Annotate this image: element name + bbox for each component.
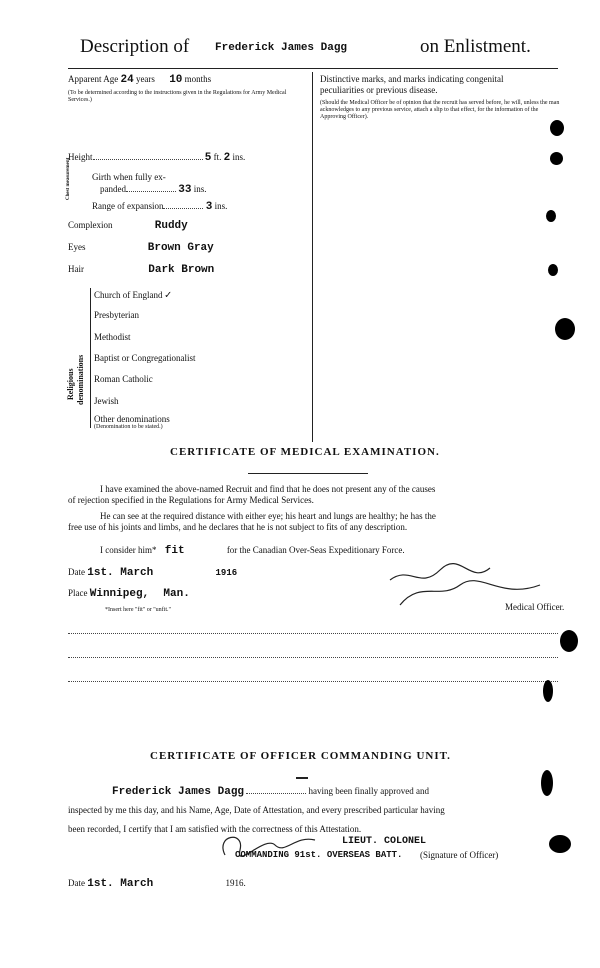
medical-officer-label: Medical Officer.	[505, 602, 565, 612]
ink-blot	[550, 120, 564, 136]
consider-row	[100, 545, 405, 557]
complexion-row	[68, 220, 308, 232]
religion-row	[94, 374, 306, 386]
recruit-name: Frederick James Dagg	[215, 42, 348, 54]
religion-label: Other denominations	[94, 414, 170, 424]
date-label: Date	[68, 878, 85, 888]
ink-blot	[543, 680, 553, 702]
height-label: Height	[68, 152, 93, 162]
religion-mark: ✓	[164, 290, 172, 302]
medical-date-row	[68, 567, 237, 579]
medical-footnote: *Insert here "fit" or "unfit."	[105, 607, 171, 613]
religion-label-1: Religious	[66, 368, 75, 400]
divider	[296, 777, 308, 779]
commanding-date: 1st. March	[87, 878, 154, 890]
commanding-recruit-name: Frederick James Dagg	[112, 786, 245, 798]
religion-label: Jewish	[94, 396, 119, 406]
title-suffix: on Enlistment.	[420, 36, 531, 57]
religion-label: Church of England	[94, 290, 163, 300]
height-in: 2	[223, 152, 231, 164]
consider-suffix: for the Canadian Over-Seas Expeditionary Force.	[226, 545, 405, 555]
commanding-date-row	[68, 878, 246, 890]
hair-label: Hair	[68, 264, 84, 274]
religion-label: Methodist	[94, 332, 131, 342]
medical-para-1b: of rejection specified in the Regulations for Army Medical Services.	[68, 495, 314, 505]
girth-label-2: panded	[100, 184, 126, 194]
religion-row	[94, 288, 306, 302]
religion-label: Presbyterian	[94, 310, 139, 320]
commanding-year: 1916.	[225, 878, 246, 888]
ins-label: ins.	[232, 152, 246, 162]
medical-title: CERTIFICATE OF MEDICAL EXAMINATION.	[170, 446, 440, 458]
chest-label: Chest measurement	[66, 157, 71, 200]
divider	[248, 473, 368, 474]
medical-para-2b: free use of his joints and limbs, and he declares that he is not subject to fits of any description.	[68, 522, 408, 532]
religion-label: Baptist or Congregationalist	[94, 353, 196, 363]
place-row	[68, 588, 190, 600]
ink-blot	[546, 210, 556, 222]
place-label: Place	[68, 588, 88, 598]
ink-blot	[555, 318, 575, 340]
medical-para-1: I have examined the above-named Recruit and find that he does not present any of the causes	[100, 484, 436, 494]
ins-label: ins.	[193, 184, 207, 194]
column-divider	[312, 72, 313, 442]
complexion-value: Ruddy	[154, 220, 188, 232]
eyes-value: Brown Gray	[147, 242, 214, 254]
ft-label: ft.	[213, 152, 222, 162]
years-label: years	[135, 74, 155, 84]
medical-date: 1st. March	[87, 567, 154, 579]
commanding-line-2: inspected by me this day, and his Name, Age, Date of Attestation, and every prescribed particular having	[68, 805, 445, 815]
months-label: months	[184, 74, 212, 84]
age-months: 10	[169, 74, 183, 86]
marks-note: (Should the Medical Officer be of opinion that the recruit has served before, he will, unless the man acknowledges to any previous service, attach a slip to that effect, for the information of the Approving Officer).	[320, 100, 560, 120]
blank-line	[68, 632, 558, 634]
commanding-line-3: been recorded, I certify that I am satisfied with the correctness of this Attestation.	[68, 824, 362, 834]
ink-blot	[550, 152, 563, 165]
religion-row	[94, 332, 306, 344]
religion-row	[94, 396, 306, 408]
girth-label-1: Girth when fully ex-	[92, 172, 166, 182]
line1-suffix: having been finally approved and	[308, 786, 429, 796]
ins-label: ins.	[214, 201, 228, 211]
signature-label: (Signature of Officer)	[420, 850, 499, 860]
commanding-unit: COMMANDING 91st. OVERSEAS BATT.	[235, 850, 403, 860]
ink-blot	[560, 630, 578, 652]
commanding-title: CERTIFICATE OF OFFICER COMMANDING UNIT.	[150, 750, 451, 762]
consider-label: I consider him*	[100, 545, 157, 555]
age-label: Apparent Age	[68, 74, 119, 84]
eyes-label: Eyes	[68, 242, 86, 252]
hair-value: Dark Brown	[148, 264, 215, 276]
religion-label-2: denominations	[76, 354, 85, 405]
religion-label: Roman Catholic	[94, 374, 153, 384]
range-value: 3	[205, 201, 213, 213]
religion-row	[94, 310, 306, 322]
marks-label-1: Distinctive marks, and marks indicating congenital	[320, 74, 504, 84]
medical-year: 1916	[215, 568, 238, 578]
complexion-label: Complexion	[68, 220, 113, 230]
commanding-rank: LIEUT. COLONEL	[342, 836, 427, 847]
height-row	[68, 152, 245, 164]
marks-label-2: peculiarities or previous disease.	[320, 85, 438, 95]
age-years: 24	[120, 74, 134, 86]
girth-row	[100, 184, 206, 196]
date-label: Date	[68, 567, 85, 577]
girth-value: 33	[178, 184, 192, 196]
height-ft: 5	[204, 152, 212, 164]
province-value: Man.	[163, 588, 190, 600]
age-note: (To be determined according to the instructions given in the Regulations for Army Medical Services.)	[68, 90, 287, 103]
blank-line	[68, 656, 558, 658]
religion-row	[94, 353, 306, 365]
age-row	[68, 74, 211, 86]
title-prefix: Description of	[80, 36, 190, 57]
hair-row	[68, 264, 214, 276]
ink-blot	[548, 264, 558, 276]
place-value: Winnipeg,	[89, 588, 150, 600]
religion-bracket	[90, 288, 91, 428]
range-row	[92, 201, 227, 213]
other-note: (Denomination to be stated.)	[94, 424, 163, 430]
blank-line	[68, 680, 558, 682]
range-label: Range of expansion	[92, 201, 164, 211]
commanding-line-1	[112, 786, 429, 798]
fitness-value: fit	[164, 545, 185, 557]
ink-blot	[549, 835, 571, 853]
medical-para-2: He can see at the required distance with either eye; his heart and lungs are healthy; he has the	[100, 511, 436, 521]
eyes-row	[68, 242, 214, 254]
divider	[68, 68, 558, 69]
ink-blot	[541, 770, 553, 796]
